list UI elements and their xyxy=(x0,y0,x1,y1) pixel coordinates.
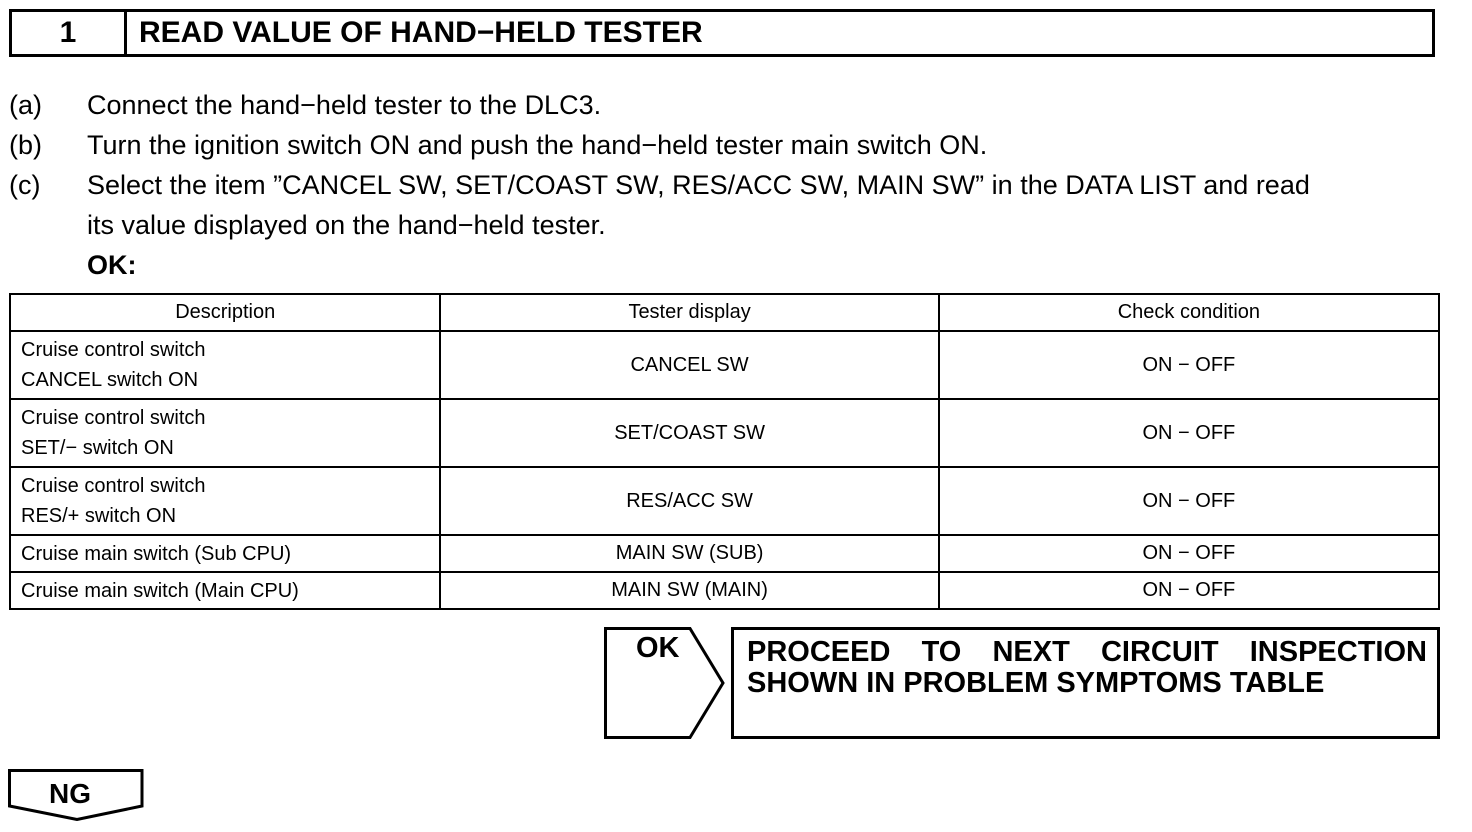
description-line: Cruise control switch xyxy=(21,407,206,429)
action-word: NEXT xyxy=(992,636,1070,668)
ok-result-action-box xyxy=(731,627,1440,739)
action-word: CIRCUIT xyxy=(1100,636,1219,668)
table-row xyxy=(10,535,1439,572)
action-line-2: SHOWN IN PROBLEM SYMPTOMS TABLE xyxy=(747,667,1325,699)
description-cell: Cruise main switch (Sub CPU) xyxy=(10,535,440,572)
tester-display-cell: SET/COAST SW xyxy=(440,399,938,467)
table-row xyxy=(10,572,1439,609)
instruction-text: Turn the ignition switch ON and push the hand−held tester main switch ON. xyxy=(87,130,988,160)
instruction-letter: (a) xyxy=(9,90,42,120)
ok-result-action-text xyxy=(747,637,1427,699)
header-check-condition: Check condition xyxy=(939,294,1439,331)
condition-cell: ON − OFF xyxy=(939,399,1439,467)
description-line: CANCEL switch ON xyxy=(21,369,199,391)
description-cell xyxy=(10,331,440,399)
action-line-1 xyxy=(747,637,1427,668)
condition-cell: ON − OFF xyxy=(939,572,1439,609)
table-row xyxy=(10,331,1439,399)
description-line: SET/− switch ON xyxy=(21,437,174,459)
table-header-row xyxy=(10,294,1439,331)
description-cell xyxy=(10,467,440,535)
ok-result-label: OK xyxy=(636,632,680,664)
table-row xyxy=(10,467,1439,535)
action-word: INSPECTION xyxy=(1249,636,1427,668)
header-tester-display: Tester display xyxy=(440,294,938,331)
description-line: RES/+ switch ON xyxy=(21,505,177,527)
action-word: TO xyxy=(921,636,962,668)
check-table xyxy=(9,293,1440,610)
description-line: Cruise control switch xyxy=(21,339,206,361)
instruction-letter: (b) xyxy=(9,130,42,160)
instruction-text: Connect the hand−held tester to the DLC3. xyxy=(87,90,602,120)
instruction-text-continued: its value displayed on the hand−held tester. xyxy=(87,210,606,240)
description-line: Cruise control switch xyxy=(21,475,206,497)
tester-display-cell: MAIN SW (SUB) xyxy=(440,535,938,572)
tester-display-cell: RES/ACC SW xyxy=(440,467,938,535)
tester-display-cell: MAIN SW (MAIN) xyxy=(440,572,938,609)
condition-cell: ON − OFF xyxy=(939,467,1439,535)
table-row xyxy=(10,399,1439,467)
description-cell xyxy=(10,399,440,467)
instruction-text: Select the item ”CANCEL SW, SET/COAST SW, RES/ACC SW, MAIN SW” in the DATA LIST and read xyxy=(87,170,1310,200)
step-number: 1 xyxy=(12,12,127,54)
instruction-letter: (c) xyxy=(9,170,41,200)
step-title: READ VALUE OF HAND−HELD TESTER xyxy=(139,16,703,49)
condition-cell: ON − OFF xyxy=(939,535,1439,572)
header-description: Description xyxy=(10,294,440,331)
ok-label: OK: xyxy=(87,250,137,280)
action-word: PROCEED xyxy=(747,636,891,668)
condition-cell: ON − OFF xyxy=(939,331,1439,399)
description-cell: Cruise main switch (Main CPU) xyxy=(10,572,440,609)
step-header xyxy=(9,9,1435,57)
ng-result-label: NG xyxy=(49,778,91,809)
tester-display-cell: CANCEL SW xyxy=(440,331,938,399)
